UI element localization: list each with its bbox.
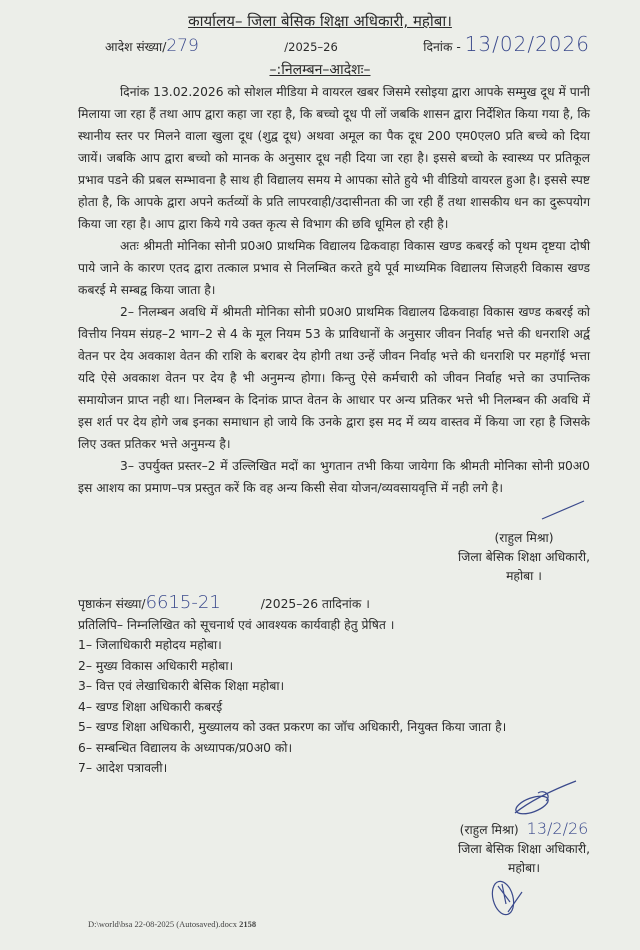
initial-mark-row bbox=[78, 499, 590, 521]
paragraph-1: दिनांक 13.02.2026 को सोशल मीडिया मे वायरल खबर जिसमे रसोइया द्वारा आपके सम्मुख दूध में पानी मिलाया जा रहा हैं तथा आप द्वारा कहा जा रहा है, कि बच्चो दूध पी लों जबकि शासन द्वारा निर्देशित किया गया है, कि स्थानीय स्तर पर मिलने वाला खुला दूध (शुद्व दूध) अथवा अमूल का पैक दूध 200 एम0एल0 प्रति बच्चे को दिया जायें। जबकि आप द्वारा बच्चो को मानक के अनुसार दूध नही दिया जा रहा है। इससे बच्चो के स्वास्थ्य पर प्रतिकूल प्रभाव पडने की प्रबल सम्भावना है साथ ही विद्यालय समय मे आपका सोते हुये भी वीडियो वायरल हुआ है। इससे स्पष्ट होता है, कि आपके द्वारा अपने कर्तव्यों के प्रति लापरवाही/उदासीनता की जा रही हैं तथा शासकीय धन का दुरूपयोग किया जा रहा है। आप द्वारा किये गये उक्त कृत्य से विभाग की छवि धूमिल हो रही है। bbox=[78, 85, 590, 231]
signatory-name: (राहुल मिश्रा) bbox=[494, 531, 554, 545]
copy-line: प्रतिलिपि– निम्नलिखित को सूचनार्थ एवं आवश्यक कार्यवाही हेतु प्रेषित । bbox=[78, 618, 395, 632]
initial-mark-icon bbox=[540, 499, 590, 521]
list-item: 5– खण्ड शिक्षा अधिकारी, मुख्यालय को उक्त प्रकरण का जॉच अधिकारी, नियुक्त किया जाता है। bbox=[78, 720, 507, 734]
signatory-designation: जिला बेसिक शिक्षा अधिकारी, bbox=[458, 841, 590, 856]
date-value: 13/02/2026 bbox=[464, 32, 590, 56]
order-date bbox=[423, 32, 590, 59]
order-info-row bbox=[78, 32, 590, 59]
file-path: D:\world\bsa 22-08-2025 (Autosaved).docx bbox=[88, 918, 237, 929]
order-number-value: 279 bbox=[166, 36, 199, 56]
signatory-place: महोबा । bbox=[506, 569, 542, 583]
initials-icon bbox=[488, 878, 528, 918]
signatory-name: (राहुल मिश्रा) bbox=[459, 822, 519, 837]
endorsement-row bbox=[78, 592, 590, 615]
order-heading: –:निलम्बन–आदेशः– bbox=[269, 62, 371, 78]
list-item: 6– सम्बन्धित विद्यालय के अध्यापक/प्र0अ0 को। bbox=[78, 740, 293, 755]
endorsement-label: पृष्ठाकंन संख्या/ bbox=[78, 597, 146, 611]
signatory-name-row bbox=[458, 819, 590, 840]
endorsement-number-value: 6615-21 bbox=[145, 592, 221, 613]
endorsement-session-date: /2025–26 तादिनांक । bbox=[260, 597, 370, 611]
paragraph-2: अतः श्रीमती मोनिका सोनी प्र0अ0 प्राथमिक विद्यालय ढिकवाहा विकास खण्ड कबरई को पृथम दृष्टया दोषी पाये जाने के कारण एतद द्वारा तत्काल प्रभाव से निलम्बित करते हुये पूर्व माध्यमिक विद्यालय सिजहरी विकास खण्ड कबरई मे सम्बद्व किया जाता है। bbox=[78, 239, 590, 297]
list-item: 4– खण्ड शिक्षा अधिकारी कबरई bbox=[78, 699, 223, 714]
signature-icon bbox=[510, 779, 580, 815]
file-code: 2158 bbox=[239, 918, 257, 929]
signatory-place: महोबा। bbox=[508, 860, 540, 875]
handwritten-sign-date: 13/2/26 bbox=[526, 818, 589, 838]
order-number-label: आदेश संख्या/ bbox=[105, 40, 167, 54]
paragraph-3: 2– निलम्बन अवधि में श्रीमती मोनिका सोनी प्र0अ0 प्राथमिक विद्यालय ढिकवाहा विकास खण्ड कबरई को वित्तीय नियम संग्रह–2 भाग–2 से 4 के मूल नियम 53 के प्राविधानों के अनुसार जीवन निर्वाह भत्ते की धनराशि अर्द्व वेतन पर देय अवकाश वेतन की राशि के बराबर देय होगी तथा उन्हें जीवन निर्वाह भत्ते की धनराशि पर महगॉई भत्ता यदि ऐसे अवकाश वेतन पर देय है भी अनुमन्य होगा। किन्तु ऐसे कर्मचारी को जीवन निर्वाह भत्ते का उपान्तिक समायोजन प्राप्त नही था। निलम्बन के दिनांक प्राप्त वेतन के आधार पर अन्य प्रतिकर भत्ते भी निलम्बन की अवधि में इस शर्त पर देय होगे जब इनका समाधान हो जाये कि उनके द्वारा इस मद में व्यय वास्तव में किया जा रहा है जिसके लिए उक्त प्रतिकर भत्ते अनुमन्य है। bbox=[78, 305, 590, 451]
list-item: 1– जिलाधिकारी महोदय महोबा। bbox=[78, 638, 222, 652]
signature-mark-row bbox=[78, 779, 590, 815]
date-label: दिनांक - bbox=[423, 40, 461, 54]
office-title: कार्यालय– जिला बेसिक शिक्षा अधिकारी, महोबा। bbox=[188, 12, 452, 30]
signature-block-1 bbox=[458, 529, 590, 586]
list-item: 3– वित्त एवं लेखाधिकारी बेसिक शिक्षा महोबा। bbox=[78, 679, 285, 693]
list-item: 7– आदेश पत्रावली। bbox=[78, 761, 168, 775]
paragraph-4: 3– उपर्युक्त प्रस्तर–2 में उल्लिखित मदों का भुगतान तभी किया जायेगा कि श्रीमती मोनिका सोनी प्र0अ0 इस आशय का प्रमाण–पत्र प्रस्तुत करें कि वह अन्य किसी सेवा योजन/व्यवसायवृत्ति में नही लगे है। bbox=[78, 459, 590, 495]
order-number bbox=[105, 34, 199, 59]
signatory-designation: जिला बेसिक शिक्षा अधिकारी, bbox=[458, 550, 590, 564]
recipient-list bbox=[78, 635, 590, 779]
file-path-footer bbox=[78, 918, 590, 930]
signature-block-2 bbox=[458, 819, 590, 918]
list-item: 2– मुख्य विकास अधिकारी महोबा। bbox=[78, 658, 234, 673]
session: /2025–26 bbox=[284, 40, 338, 54]
endorsement-number bbox=[78, 592, 221, 615]
